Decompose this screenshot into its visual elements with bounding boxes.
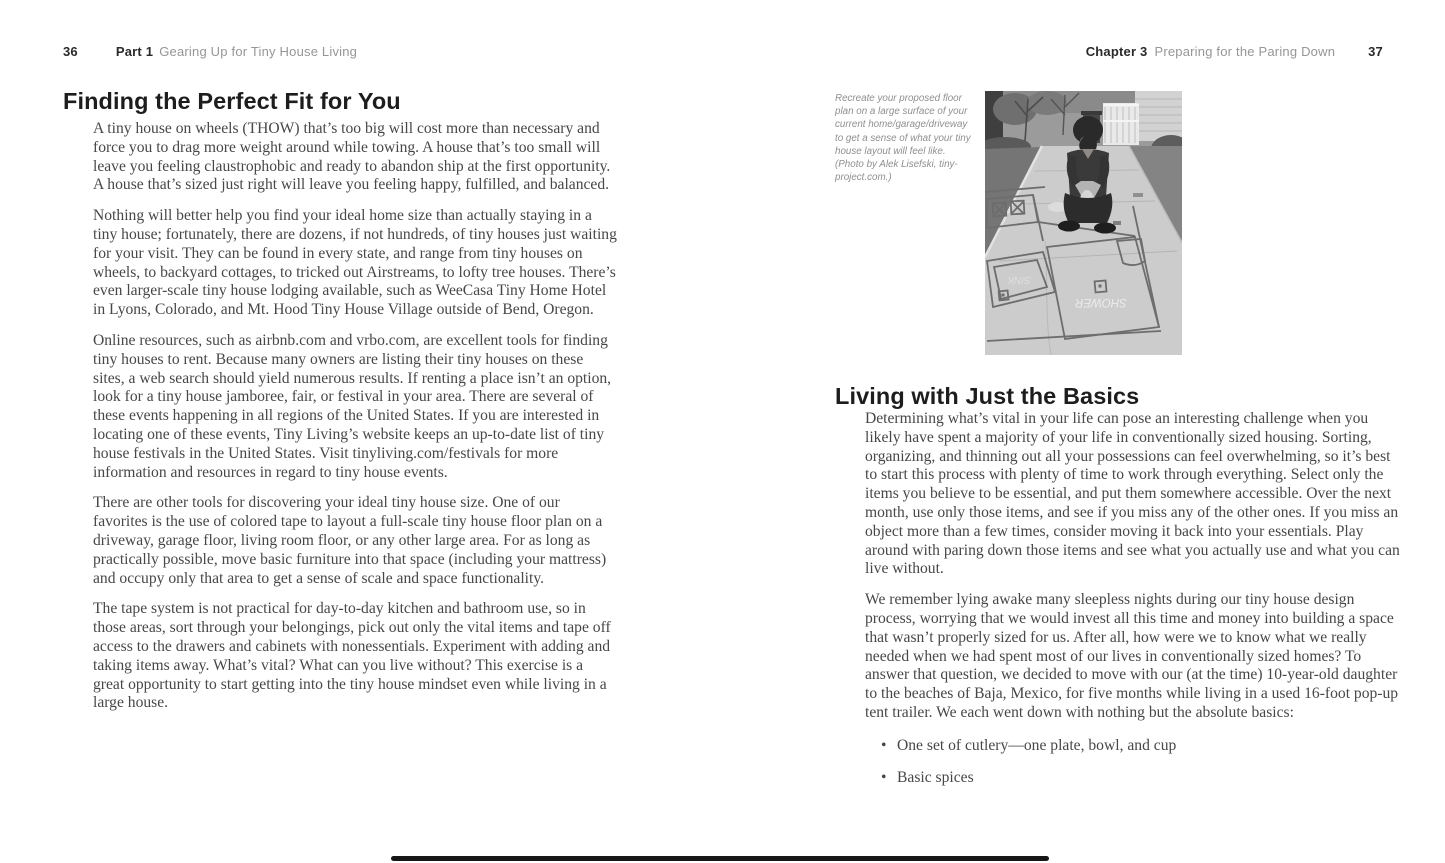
left-page-number: 36 xyxy=(63,44,78,59)
right-page-body xyxy=(865,410,1401,800)
paragraph: Determining what’s vital in your life can pose an interesting challenge when you likely have spent a majority of your life in conventionally sized housing. Sorting, organizing, and thinning out all your possessions can feel overwhelming, so it’s best to start this process with plenty of time to work through everything. Select only the items you believe to be essential, and put them somewhere accessible. Over the next month, use only those items, and see if you miss any of the other ones. If you miss an object more than a few times, consider moving it back into your essentials. Play around with paring down those items and see what you actually use and what you can live without. xyxy=(865,410,1400,578)
floor-plan-photo-illustration xyxy=(985,91,1182,355)
right-running-head xyxy=(1086,44,1383,59)
list-item-text: Basic spices xyxy=(897,768,974,786)
basics-bullet-list xyxy=(865,737,1401,788)
left-running-head xyxy=(63,44,357,59)
sink-label: SINK xyxy=(1007,274,1031,285)
bullet-glyph: • xyxy=(881,768,887,786)
list-item xyxy=(881,769,1401,788)
section-heading-left: Finding the Perfect Fit for You xyxy=(63,88,401,114)
photo-caption: Recreate your proposed floor plan on a large surface of your current home/garage/driveway to get a sense of what your tiny house layout will feel like. (Photo by Alek Lisefski, tiny-project.com.) xyxy=(835,93,971,184)
list-item-text: One set of cutlery—one plate, bowl, and cup xyxy=(897,736,1177,754)
right-page-number: 37 xyxy=(1368,44,1383,59)
paragraph: There are other tools for discovering your ideal tiny house size. One of our favorites is the use of colored tape to layout a full-scale tiny house floor plan on a driveway, garage floor, living room floor, or any other large area. For as long as practically possible, move basic furniture into that space (including your mattress) and occupy only that area to get a sense of scale and space functionality. xyxy=(93,494,607,587)
part-label: Part 1 xyxy=(115,44,154,59)
paragraph: Nothing will better help you find your ideal home size than actually staying in a tiny house; fortunately, there are dozens, if not hundreds, of tiny houses just waiting for your visit. They can be found in every state, and range from tiny houses on wheels, to backyard cottages, to tricked out Airstreams, to lofty tree houses. There’s even larger-scale tiny house lodging available, such as WeeCasa Tiny Home Hotel in Lyons, Colorado, and Mt. Hood Tiny House Village outside of Bend, Oregon. xyxy=(93,207,617,319)
chapter-title: Preparing for the Paring Down xyxy=(1154,44,1336,59)
left-page-body xyxy=(93,120,617,725)
section-heading-right: Living with Just the Basics xyxy=(835,383,1140,409)
floor-plan-photo xyxy=(985,91,1182,355)
part-title: Gearing Up for Tiny House Living xyxy=(159,44,358,59)
bottom-drag-indicator[interactable] xyxy=(391,856,1049,861)
paragraph: A tiny house on wheels (THOW) that’s too big will cost more than necessary and force you to drag more weight around while towing. A house that’s too small will leave you feeling claustrophobic and ready to abandon ship at the first opportunity. A house that’s sized just right will leave you feeling happy, fulfilled, and balanced. xyxy=(93,120,611,194)
bullet-glyph: • xyxy=(881,736,887,754)
list-item xyxy=(881,737,1401,756)
shower-label: SHOWER xyxy=(1075,296,1127,308)
chapter-label: Chapter 3 xyxy=(1085,44,1148,59)
paragraph: Online resources, such as airbnb.com and vrbo.com, are excellent tools for finding tiny houses to rent. Because many owners are listing their tiny houses on these sites, a web search should yield numerous results. If renting a place isn’t an option, look for a tiny house jamboree, fair, or festival in your area. There are several of these events happening in all regions of the United States. If you are interested in locating one of these events, Tiny Living’s website keeps an up-to-date list of tiny house festivals in the United States. Visit tinyliving.com/festivals for more information and resources in regard to tiny house events. xyxy=(93,331,612,481)
paragraph: The tape system is not practical for day-to-day kitchen and bathroom use, so in those areas, sort through your belongings, pick out only the vital items and tape off access to the drawers and cabinets with nonessentials. Experiment with adding and taking items away. What’s vital? What can you live without? This exercise is a great opportunity to start getting into the tiny house mindset even while living in a large house. xyxy=(93,600,611,712)
paragraph: We remember lying awake many sleepless nights during our tiny house design process, worrying that we would invest all this time and money into building a space that wasn’t properly sized for us. After all, how were we to know what we really needed when we had spent most of our lives in conventionally sized homes? To answer that question, we decided to move with our (at the time) 10-year-old daughter to the beaches of Baja, Mexico, for five months while living in a used 16-foot pop-up tent trailer. We each went down with nothing but the absolute basics: xyxy=(865,591,1399,721)
